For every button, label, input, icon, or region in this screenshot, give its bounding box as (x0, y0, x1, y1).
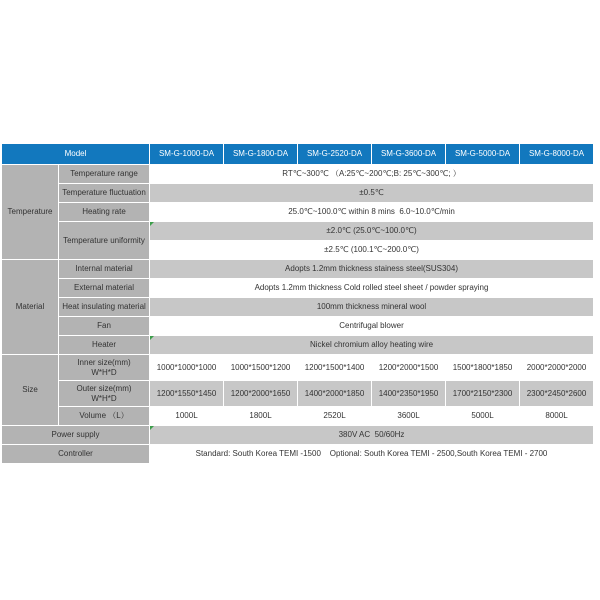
inner-size-label: Inner size(mm) (77, 358, 131, 368)
value-fan: Centrifugal blower (150, 317, 594, 336)
group-label-temperature: Temperature (2, 165, 59, 260)
row-label-heater: Heater (59, 336, 150, 355)
value-outer-size: 1400*2000*1850 (298, 381, 372, 407)
comment-marker-icon (150, 222, 154, 226)
model-column-header: SM-G-1800-DA (224, 144, 298, 165)
table-row (2, 222, 594, 241)
model-column-header: SM-G-2520-DA (298, 144, 372, 165)
value-temperature-uniformity-high: ±2.5℃ (100.1℃~200.0℃) (150, 241, 594, 260)
row-label-temperature-fluctuation: Temperature fluctuation (59, 184, 150, 203)
value-text: ±2.0℃ (25.0℃~100.0℃) (326, 226, 417, 236)
value-external-material: Adopts 1.2mm thickness Cold rolled steel sheet / powder spraying (150, 279, 594, 298)
model-column-header: SM-G-5000-DA (446, 144, 520, 165)
outer-size-whd: W*H*D (91, 393, 117, 403)
value-volume: 1000L (150, 407, 224, 426)
value-inner-size: 1200*1500*1400 (298, 355, 372, 381)
value-volume: 3600L (372, 407, 446, 426)
model-column-header: SM-G-1000-DA (150, 144, 224, 165)
value-temperature-uniformity-low (150, 222, 594, 241)
row-label-volume: Volume （L） (59, 407, 150, 426)
row-label-heat-insulating-material: Heat insulating material (59, 298, 150, 317)
table-row (2, 407, 594, 426)
value-outer-size: 2300*2450*2600 (520, 381, 594, 407)
row-label-inner-size (59, 355, 150, 381)
value-text: Nickel chromium alloy heating wire (309, 340, 434, 350)
row-label-heating-rate: Heating rate (59, 203, 150, 222)
value-controller: Standard: South Korea TEMI -1500 Optional: South Korea TEMI - 2500,South Korea TEMI - 2700 (150, 445, 594, 464)
value-inner-size: 2000*2000*2000 (520, 355, 594, 381)
value-outer-size: 1200*2000*1650 (224, 381, 298, 407)
group-label-size: Size (2, 355, 59, 426)
value-outer-size: 1400*2350*1950 (372, 381, 446, 407)
row-label-temperature-range: Temperature range (59, 165, 150, 184)
value-volume: 8000L (520, 407, 594, 426)
value-volume: 1800L (224, 407, 298, 426)
value-inner-size: 1500*1800*1850 (446, 355, 520, 381)
row-label-power-supply: Power supply (2, 426, 150, 445)
value-heater (150, 336, 594, 355)
value-heating-rate: 25.0℃~100.0℃ within 8 mins 6.0~10.0℃/min (150, 203, 594, 222)
table-header-row (2, 144, 594, 165)
row-label-external-material: External material (59, 279, 150, 298)
value-volume: 5000L (446, 407, 520, 426)
table-row (2, 184, 594, 203)
row-label-controller: Controller (2, 445, 150, 464)
table-row (2, 355, 594, 381)
value-outer-size: 1200*1550*1450 (150, 381, 224, 407)
row-label-outer-size (59, 381, 150, 407)
value-inner-size: 1000*1000*1000 (150, 355, 224, 381)
outer-size-label: Outer size(mm) (76, 384, 132, 394)
value-text: 380V AC 50/60Hz (338, 430, 405, 440)
value-heat-insulating-material: 100mm thickness mineral wool (150, 298, 594, 317)
table-row (2, 298, 594, 317)
table-row (2, 445, 594, 464)
table-row (2, 426, 594, 445)
table-row (2, 260, 594, 279)
specification-table (1, 143, 594, 464)
value-temperature-fluctuation: ±0.5℃ (150, 184, 594, 203)
table-row (2, 165, 594, 184)
group-label-material: Material (2, 260, 59, 355)
comment-marker-icon (150, 336, 154, 340)
model-column-header: SM-G-8000-DA (520, 144, 594, 165)
value-power-supply (150, 426, 594, 445)
value-outer-size: 1700*2150*2300 (446, 381, 520, 407)
inner-size-whd: W*H*D (91, 367, 117, 377)
model-column-header: SM-G-3600-DA (372, 144, 446, 165)
table-row (2, 279, 594, 298)
table-row (2, 336, 594, 355)
table-row (2, 203, 594, 222)
row-label-temperature-uniformity: Temperature uniformity (59, 222, 150, 260)
row-label-internal-material: Internal material (59, 260, 150, 279)
value-inner-size: 1000*1500*1200 (224, 355, 298, 381)
row-label-fan: Fan (59, 317, 150, 336)
value-internal-material: Adopts 1.2mm thickness stainess steel(SUS304) (150, 260, 594, 279)
value-temperature-range: RT℃~300℃ （A:25℃~200℃;B: 25℃~300℃; ） (150, 165, 594, 184)
comment-marker-icon (150, 426, 154, 430)
value-volume: 2520L (298, 407, 372, 426)
table-row (2, 317, 594, 336)
model-header-cell: Model (2, 144, 150, 165)
value-inner-size: 1200*2000*1500 (372, 355, 446, 381)
table-row (2, 381, 594, 407)
